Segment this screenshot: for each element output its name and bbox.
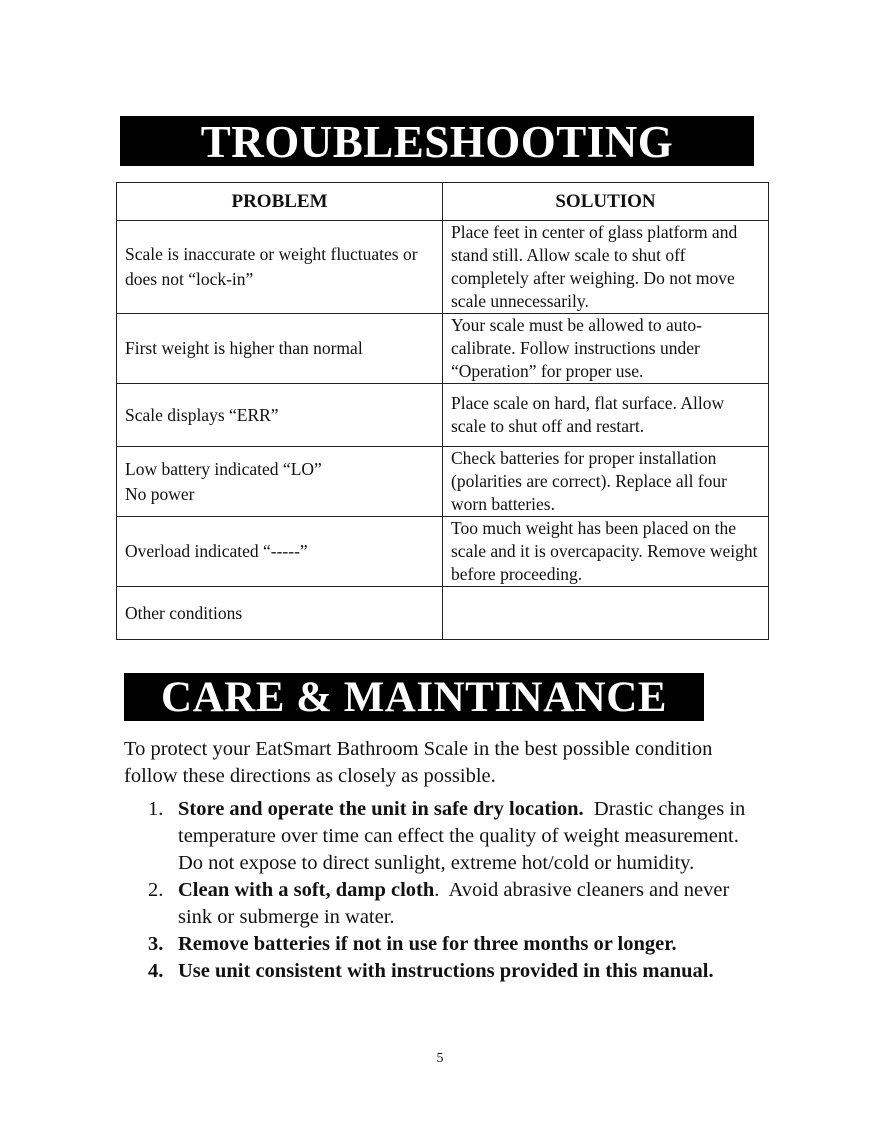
list-item	[124, 877, 764, 931]
table-row	[117, 221, 769, 314]
item-bold-text: Remove batteries if not in use for three months or longer.	[178, 933, 677, 955]
page-number: 5	[436, 1051, 444, 1066]
solution-cell: Check batteries for proper installation (polarities are correct). Replace all four worn batteries.	[443, 447, 769, 517]
item-number: 1.	[148, 798, 164, 820]
item-text: . Avoid abrasive cleaners and never sink or submerge in water.	[178, 879, 735, 928]
problem-line: Low battery indicated “LO”	[125, 458, 322, 479]
item-number: 3.	[148, 933, 164, 955]
problem-header: PROBLEM	[117, 183, 443, 221]
item-number: 2.	[148, 879, 164, 901]
table-row	[117, 587, 769, 640]
table-row	[117, 314, 769, 384]
care-intro: To protect your EatSmart Bathroom Scale in the best possible condition follow these directions as closely as possible.	[124, 738, 713, 787]
solution-cell: Too much weight has been placed on the scale and it is overcapacity. Remove weight before proceeding.	[443, 517, 769, 587]
care-section	[124, 736, 764, 985]
table-row	[117, 517, 769, 587]
solution-header: SOLUTION	[443, 183, 769, 221]
problem-cell: Other conditions	[117, 587, 443, 640]
problem-cell: Overload indicated “-----”	[117, 517, 443, 587]
problem-line: No power	[125, 483, 195, 504]
list-item	[124, 796, 764, 877]
problem-cell	[117, 447, 443, 517]
troubleshooting-title: TROUBLESHOOTING	[120, 116, 754, 166]
solution-cell: Place feet in center of glass platform and stand still. Allow scale to shut off completely after weighing. Do not move scale unnecessarily.	[443, 221, 769, 314]
solution-cell	[443, 587, 769, 640]
item-bold-text: Clean with a soft, damp cloth	[178, 879, 435, 901]
item-number: 4.	[148, 960, 164, 982]
solution-cell: Place scale on hard, flat surface. Allow scale to shut off and restart.	[443, 384, 769, 447]
table-row	[117, 384, 769, 447]
problem-cell: First weight is higher than normal	[117, 314, 443, 384]
item-bold-text: Store and operate the unit in safe dry location.	[178, 798, 584, 820]
table-header-row	[117, 183, 769, 221]
list-item	[124, 931, 764, 958]
item-bold-text: Use unit consistent with instructions provided in this manual.	[178, 960, 714, 982]
table-row	[117, 447, 769, 517]
solution-cell: Your scale must be allowed to auto-calibrate. Follow instructions under “Operation” for proper use.	[443, 314, 769, 384]
care-list	[124, 796, 764, 985]
problem-cell: Scale is inaccurate or weight fluctuates or does not “lock-in”	[117, 221, 443, 314]
care-maintenance-title: CARE & MAINTINANCE	[124, 673, 704, 721]
item-text: Drastic changes in temperature over time can effect the quality of weight measurement. Do not expose to direct sunlight, extreme hot/cold or humidity.	[178, 798, 751, 874]
list-item	[124, 958, 764, 985]
problem-cell: Scale displays “ERR”	[117, 384, 443, 447]
troubleshooting-table	[116, 182, 769, 640]
